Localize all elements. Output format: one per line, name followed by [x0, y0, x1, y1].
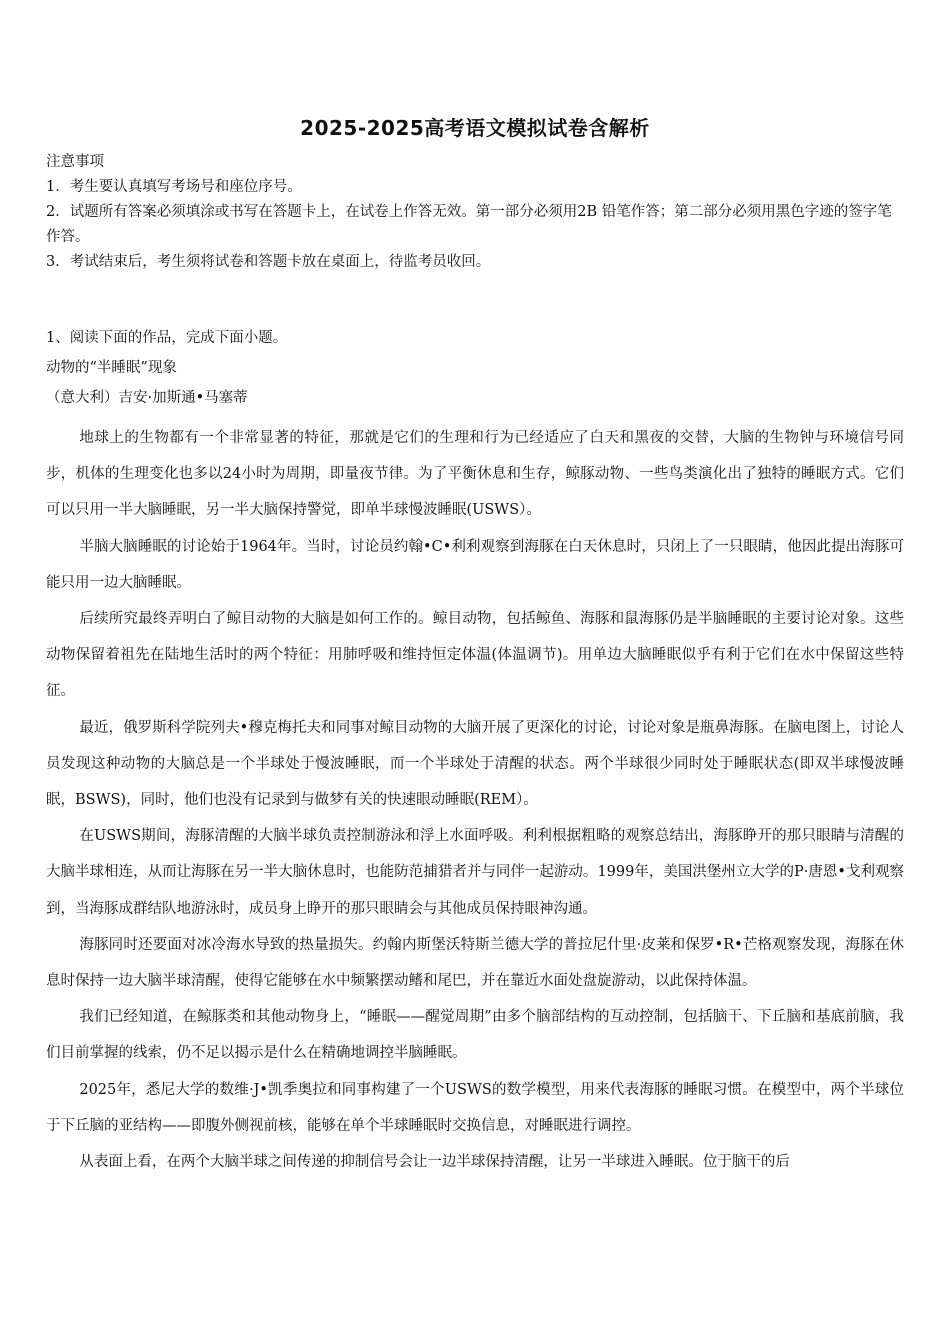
notice-item-3: 3．考试结束后，考生须将试卷和答题卡放在桌面上，待监考员收回。 — [46, 254, 491, 270]
paragraph: 地球上的生物都有一个非常显著的特征，那就是它们的生理和行为已经适应了白天和黑夜的交替，大脑的生物钟与环境信号同步，机体的生理变化也多以24小时为周期，即量夜节律。为了平衡休息和生存，鲸豚动物、一些鸟类演化出了独特的睡眠方式。它们可以只用一半大脑睡眠，另一半大脑保持警觉，即单半球慢波睡眠(USWS）。 — [46, 430, 904, 519]
paragraph: 海豚同时还要面对冰冷海水导致的热量损失。约翰内斯堡沃特斯兰德大学的普拉尼什里·皮莱和保罗•R•芒格观察发现，海豚在休息时保持一边大脑半球清醒，使得它能够在水中频繁摆动鳍和尾巴，并在靠近水面处盘旋游动，以此保持体温。 — [46, 936, 904, 990]
article-body — [46, 420, 904, 1180]
paragraph: 我们已经知道，在鲸豚类和其他动物身上，“睡眠——醒觉周期”由多个脑部结构的互动控制，包括脑干、下丘脑和基底前脑，我们目前掌握的线索，仍不足以揭示是什么在精确地调控半脑睡眠。 — [46, 1009, 904, 1062]
article-title: 动物的“半睡眠”现象 — [46, 360, 177, 376]
paragraph: 最近，俄罗斯科学院列夫•穆克梅托夫和同事对鲸目动物的大脑开展了更深化的讨论，讨论对象是瓶鼻海豚。在脑电图上，讨论人员发现这种动物的大脑总是一个半球处于慢波睡眠，而一个半球处于清醒的状态。两个半球很少同时处于睡眠状态(即双半球慢波睡眠，BSWS)，同时，他们也没有记录到与做梦有关的快速眼动睡眠(REM）。 — [46, 719, 904, 809]
paragraph: 2025年，悉尼大学的数维·J•凯季奥拉和同事构建了一个USWS的数学模型，用来代表海豚的睡眠习惯。在模型中，两个半球位于下丘脑的亚结构——即腹外侧视前核，能够在单个半球睡眠时交换信息，对睡眠进行调控。 — [46, 1081, 904, 1134]
paragraph: 在USWS期间，海豚清醒的大脑半球负责控制游泳和浮上水面呼吸。利利根据粗略的观察总结出，海豚睁开的那只眼睛与清醒的大脑半球相连，从而让海豚在另一半大脑休息时，也能防范捕猎者并与同伴一起游动。1999年，美国洪堡州立大学的P·唐恩•戈利观察到，当海豚成群结队地游泳时，成员身上睁开的那只眼睛会与其他成员保持眼神沟通。 — [46, 828, 904, 917]
notice-section — [46, 150, 906, 275]
question-prompt: 1、阅读下面的作品，完成下面小题。 — [46, 330, 288, 346]
notice-item-2: 2．试题所有答案必须填涂或书写在答题卡上，在试卷上作答无效。第一部分必须用2B 铅笔作答；第二部分必须用黑色字迹的签字笔作答。 — [46, 204, 892, 245]
notice-heading: 注意事项 — [46, 154, 104, 170]
question-header — [46, 323, 906, 413]
paragraph: 后续所究最终弄明白了鲸目动物的大脑是如何工作的。鲸目动物，包括鲸鱼、海豚和鼠海豚仍是半脑睡眠的主要讨论对象。这些动物保留着祖先在陆地生活时的两个特征：用肺呼吸和维持恒定体温(体温调节)。用单边大脑睡眠似乎有利于它们在水中保留这些特征。 — [46, 611, 904, 700]
notice-item-1: 1．考生要认真填写考场号和座位序号。 — [46, 179, 302, 195]
article-author: （意大利）吉安·加斯通•马塞蒂 — [46, 390, 248, 406]
page-title: 2025-2025高考语文模拟试卷含解析 — [300, 116, 650, 140]
paragraph: 从表面上看，在两个大脑半球之间传递的抑制信号会让一边半球保持清醒，让另一半球进入睡眠。位于脑干的后 — [79, 1154, 790, 1171]
paragraph: 半脑大脑睡眠的讨论始于1964年。当时，讨论员约翰•C•利利观察到海豚在白天休息时，只闭上了一只眼睛，他因此提出海豚可能只用一边大脑睡眠。 — [46, 538, 904, 591]
